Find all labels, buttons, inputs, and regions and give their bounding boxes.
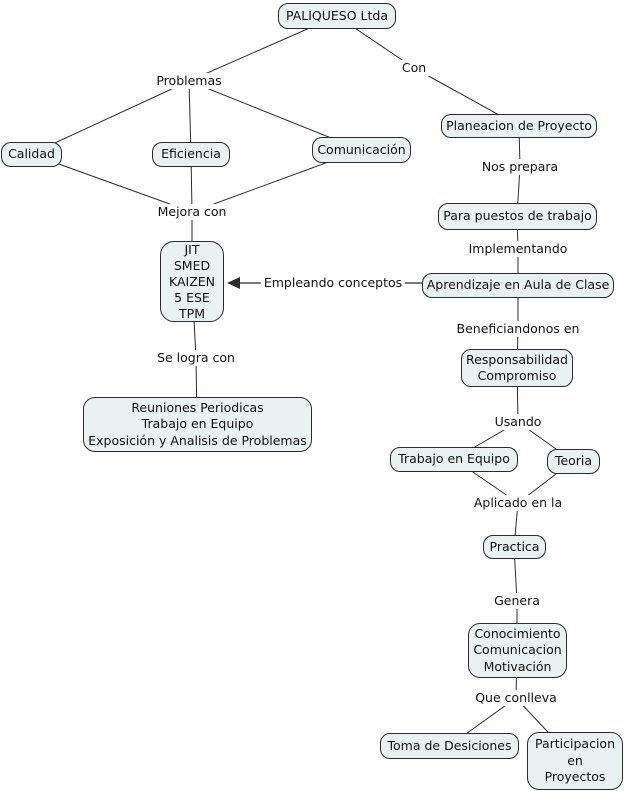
node-text-line: 5 ESE (174, 289, 210, 305)
node-text-line: JIT (184, 241, 200, 257)
node-text-line: Comunicacion (473, 642, 562, 658)
node-text-line: Eficiencia (161, 146, 221, 162)
concept-node-participacion[interactable] (527, 732, 623, 790)
link-label-problemas[interactable]: Problemas (153, 73, 224, 89)
node-text-line: en (567, 752, 583, 768)
link-label-aplicado-en-la[interactable]: Aplicado en la (471, 495, 565, 511)
node-text-line: Participacion (534, 736, 615, 752)
node-text-line: Trabajo en Equipo (398, 451, 510, 467)
link-label-nos-prepara[interactable]: Nos prepara (479, 159, 561, 175)
node-text-line: Compromiso (477, 368, 557, 383)
node-text-line: Aprendizaje en Aula de Clase (426, 277, 610, 293)
link-label-implementando[interactable]: Implementando (466, 241, 571, 257)
node-text-line: Teoria (554, 453, 593, 469)
arrowhead-icon (227, 277, 240, 289)
node-text-line: Motivación (483, 658, 552, 674)
node-text-line: KAIZEN (168, 273, 216, 289)
node-text-line: Comunicación (317, 141, 406, 157)
node-text-line: TPM (179, 305, 205, 321)
node-text-line: Calidad (8, 146, 55, 162)
concept-node-responsabilidad[interactable] (461, 349, 573, 387)
node-text-line: Conocimiento (474, 625, 561, 641)
node-text-line: Proyectos (544, 769, 606, 785)
link-label-mejora-con[interactable]: Mejora con (155, 204, 230, 220)
link-label-genera[interactable]: Genera (491, 593, 543, 609)
concept-node-conocimiento[interactable] (468, 623, 567, 678)
concept-node-planeacion[interactable] (441, 114, 597, 138)
node-text-line: Reuniones Periodicas (131, 399, 264, 415)
concept-node-practica[interactable] (483, 535, 546, 559)
node-text-line: Exposición y Analisis de Problemas (88, 432, 307, 448)
link-label-usando[interactable]: Usando (492, 414, 545, 430)
node-text-line: Responsabilidad (466, 351, 568, 367)
concept-node-calidad[interactable] (1, 142, 62, 167)
concept-node-aprendizaje[interactable] (422, 273, 614, 298)
concept-node-comunicacion[interactable] (312, 137, 411, 163)
concept-node-teoria[interactable] (547, 449, 600, 474)
link-label-que-conlleva[interactable]: Que conlleva (472, 690, 560, 706)
node-text-line: SMED (173, 257, 211, 273)
node-text-line: Planeacion de Proyecto (446, 117, 592, 133)
node-text-line: PALIQUESO Ltda (285, 7, 389, 23)
concept-node-toma-de-desiciones[interactable] (380, 733, 519, 759)
concept-node-eficiencia[interactable] (152, 142, 230, 167)
link-label-empleando-conceptos[interactable]: Empleando conceptos (261, 275, 405, 291)
concept-node-para-puestos[interactable] (438, 203, 597, 230)
node-text-line: Toma de Desiciones (387, 737, 512, 753)
concept-node-jit-conceptos[interactable] (160, 241, 224, 322)
link-label-se-logra-con[interactable]: Se logra con (154, 350, 238, 366)
concept-node-trabajo-en-equipo[interactable] (390, 447, 518, 472)
link-label-con[interactable]: Con (399, 60, 429, 76)
link-label-beneficiandonos-en[interactable]: Beneficiandonos en (454, 321, 583, 337)
node-text-line: Trabajo en Equipo (141, 416, 254, 432)
node-text-line: Para puestos de trabajo (443, 208, 592, 224)
concept-node-paliqueso[interactable] (278, 3, 396, 29)
node-text-line: Practica (489, 538, 540, 554)
concept-node-reuniones[interactable] (83, 397, 312, 452)
